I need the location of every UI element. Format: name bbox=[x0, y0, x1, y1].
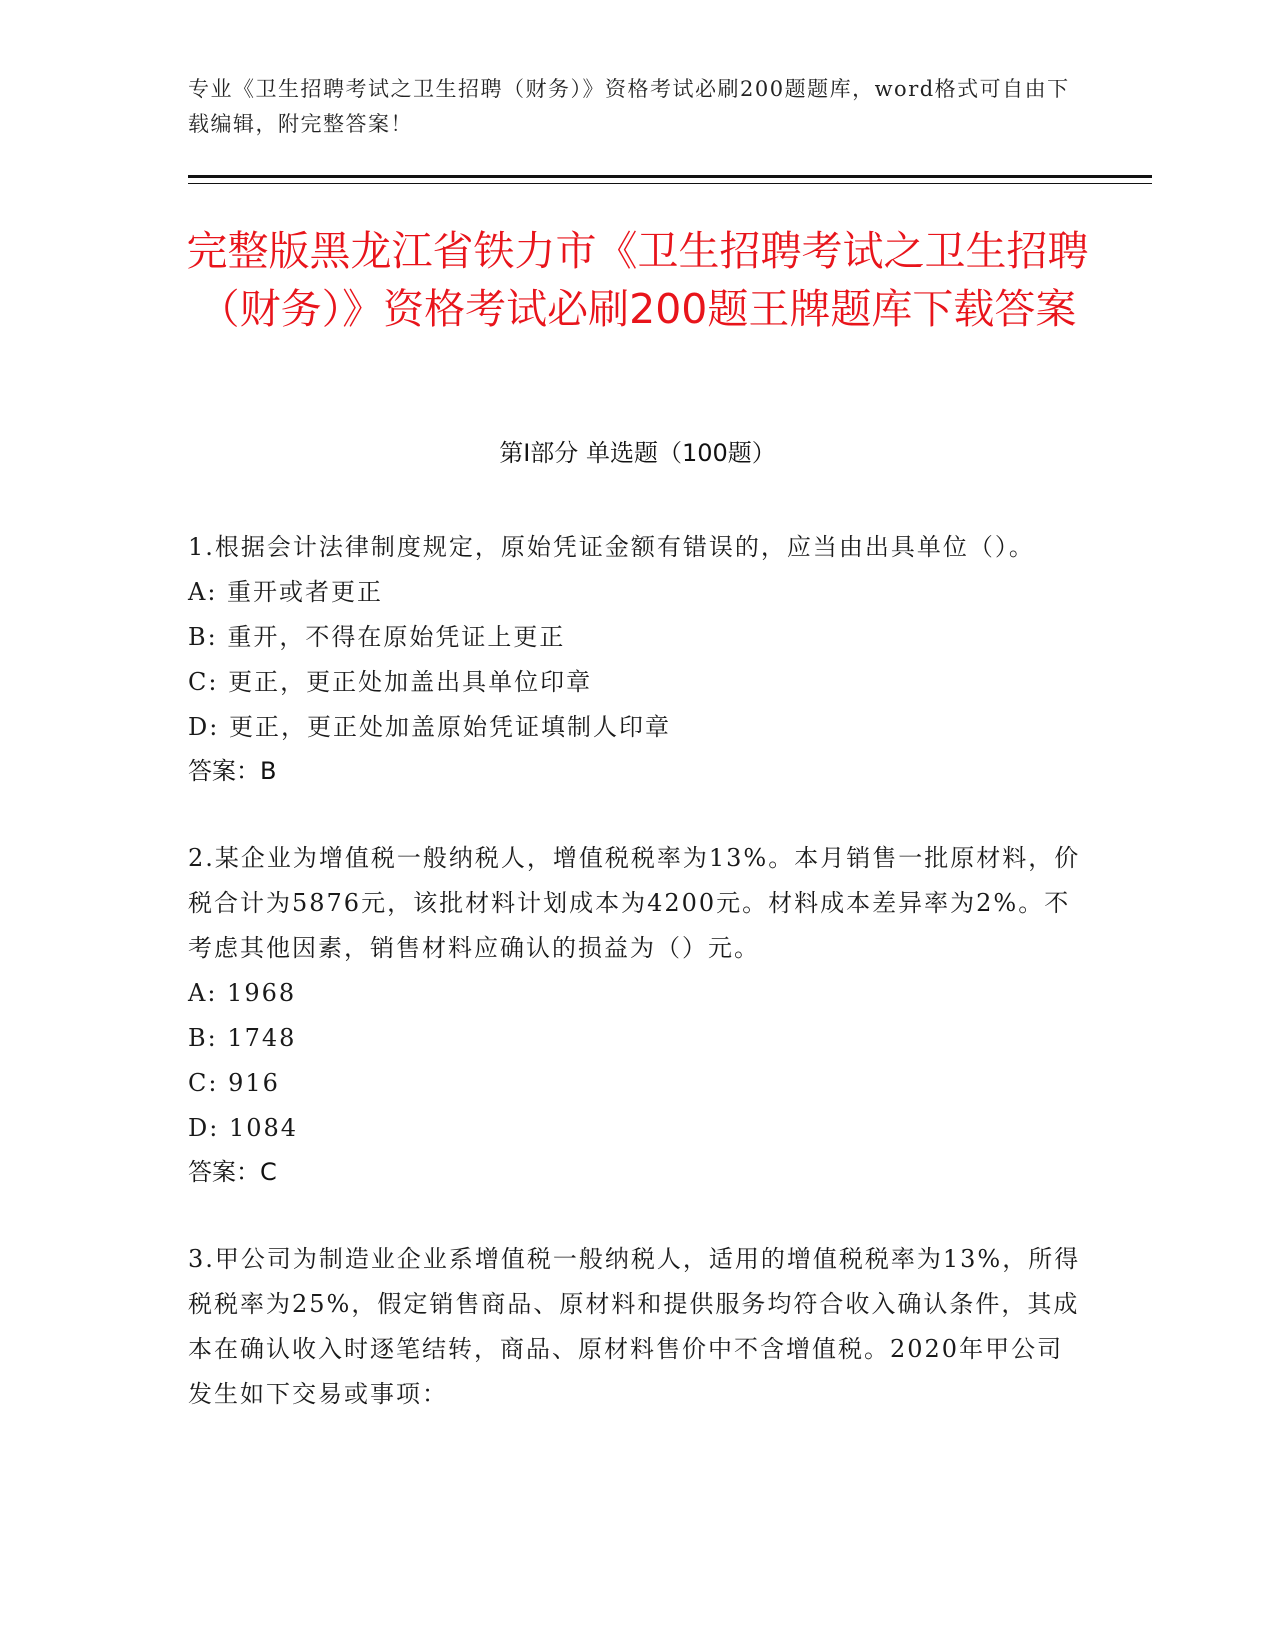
question-1 bbox=[188, 525, 1088, 793]
option-a: A: 重开或者更正 bbox=[188, 578, 384, 606]
answer: 答案：C bbox=[188, 1158, 277, 1186]
answer: 答案：B bbox=[188, 757, 277, 785]
option-c: C: 916 bbox=[188, 1069, 280, 1097]
header-divider-thin bbox=[188, 183, 1152, 184]
question-list bbox=[188, 525, 1088, 1460]
header-note: 专业《卫生招聘考试之卫生招聘（财务）》资格考试必刷200题题库，word格式可自由下载编辑，附完整答案！ bbox=[188, 77, 1070, 136]
question-stem: 1.根据会计法律制度规定，原始凭证金额有错误的，应当由出具单位（）。 bbox=[188, 533, 1035, 561]
question-3 bbox=[188, 1237, 1088, 1417]
option-b: B: 1748 bbox=[188, 1024, 297, 1052]
option-d: D: 1084 bbox=[188, 1114, 299, 1142]
question-2 bbox=[188, 836, 1088, 1194]
document-title: 完整版黑龙江省铁力市《卫生招聘考试之卫生招聘（财务）》资格考试必刷200题王牌题库下载答案 bbox=[186, 227, 1089, 333]
option-b: B: 重开，不得在原始凭证上更正 bbox=[188, 623, 566, 651]
section-title: 第Ⅰ部分 单选题（100题） bbox=[499, 439, 776, 467]
option-d: D: 更正，更正处加盖原始凭证填制人印章 bbox=[188, 713, 671, 741]
question-stem: 2.某企业为增值税一般纳税人，增值税税率为13%。本月销售一批原材料，价税合计为5876元，该批材料计划成本为4200元。材料成本差异率为2%。不考虑其他因素，销售材料应确认的损益为（）元。 bbox=[188, 844, 1081, 962]
option-a: A: 1968 bbox=[188, 979, 297, 1007]
question-stem: 3.甲公司为制造业企业系增值税一般纳税人，适用的增值税税率为13%，所得税税率为25%，假定销售商品、原材料和提供服务均符合收入确认条件，其成本在确认收入时逐笔结转，商品、原材料售价中不含增值税。2020年甲公司发生如下交易或事项： bbox=[188, 1245, 1081, 1408]
header-divider-thick bbox=[188, 175, 1152, 178]
option-c: C: 更正，更正处加盖出具单位印章 bbox=[188, 668, 593, 696]
